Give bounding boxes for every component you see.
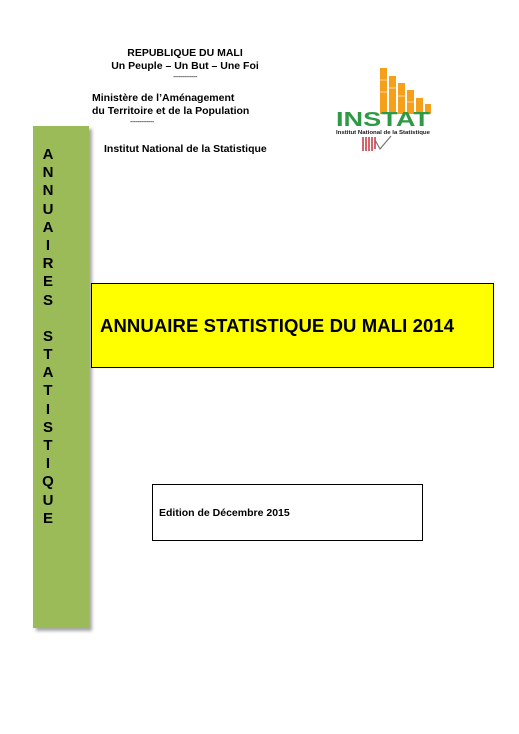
side-letter: S	[42, 291, 53, 309]
separator-line: -------------	[173, 74, 197, 81]
instat-logo	[333, 66, 433, 158]
separator-line: -------------	[130, 119, 154, 126]
side-letter: T	[43, 346, 53, 364]
side-word-gap	[33, 310, 63, 328]
side-letter: A	[42, 146, 54, 163]
side-letter: I	[45, 400, 51, 418]
side-bar-text	[33, 146, 63, 528]
side-letter: U	[42, 200, 54, 218]
institute-name: Institut National de la Statistique	[104, 143, 267, 155]
national-motto: Un Peuple – Un But – Une Foi	[111, 60, 259, 72]
side-letter: N	[42, 182, 54, 200]
document-title: ANNUAIRE STATISTIQUE DU MALI 2014	[100, 314, 455, 336]
logo-check-icon	[375, 136, 391, 149]
side-letter: A	[42, 218, 54, 236]
logo-caption: Institut National de la Statistique	[336, 130, 431, 136]
side-letter: E	[42, 509, 53, 527]
side-letter: N	[42, 164, 54, 182]
side-letter: A	[42, 364, 54, 382]
side-letter: U	[42, 491, 54, 509]
edition-date: Edition de Décembre 2015	[159, 506, 290, 519]
side-letter: I	[45, 455, 51, 473]
side-bar	[33, 126, 89, 628]
side-letter: T	[43, 382, 53, 400]
side-letter: I	[45, 237, 51, 255]
republic-header	[100, 47, 270, 82]
logo-acronym: INSTAT	[336, 109, 430, 131]
side-letter: S	[42, 327, 53, 345]
republic-name: REPUBLIQUE DU MALI	[127, 47, 243, 59]
edition-box	[152, 484, 423, 541]
side-letter: R	[42, 255, 54, 273]
side-letter: E	[42, 273, 53, 291]
logo-stripes-icon	[363, 137, 375, 151]
title-box	[91, 283, 494, 368]
logo-bars-icon	[380, 68, 431, 114]
ministry-header	[92, 92, 272, 127]
side-letter: T	[43, 437, 53, 455]
ministry-line-2: du Territoire et de la Population	[92, 105, 250, 117]
side-letter: Q	[42, 473, 54, 491]
side-letter: S	[42, 418, 53, 436]
ministry-line-1: Ministère de l’Aménagement	[92, 92, 235, 104]
